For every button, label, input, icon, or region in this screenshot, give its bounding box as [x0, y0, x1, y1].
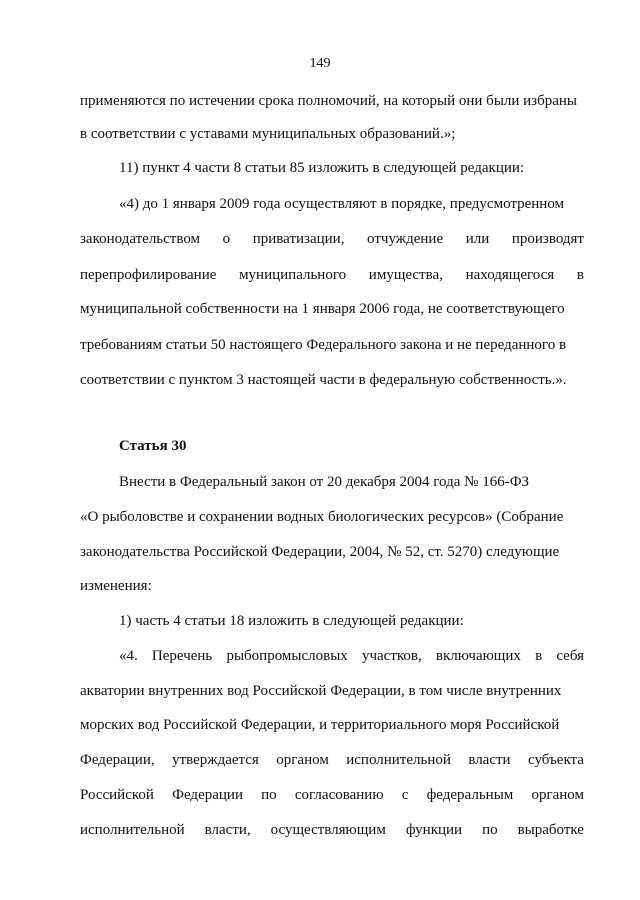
text-line: исполнительной власти, осуществляющим функции по выработке — [80, 822, 584, 838]
text-line: Внести в Федеральный закон от 20 декабря 2004 года № 166-ФЗ — [119, 474, 530, 490]
text-line: «О рыболовстве и сохранении водных биологических ресурсов» (Собрание — [80, 509, 564, 525]
text-line: законодательством о приватизации, отчуждение или производят — [80, 231, 584, 247]
text-line: 1) часть 4 статьи 18 изложить в следующей редакции: — [119, 613, 464, 629]
text-line: «4. Перечень рыбопромысловых участков, включающих в себя — [119, 648, 584, 664]
page-number: 149 — [309, 56, 331, 71]
text-line: Федерации, утверждается органом исполнительной власти субъекта — [80, 752, 584, 768]
text-line: морских вод Российской Федерации, и территориального моря Российской — [80, 717, 560, 733]
text-line: перепрофилирование муниципального имущества, находящегося в — [80, 267, 584, 283]
text-line: Российской Федерации по согласованию с федеральным органом — [80, 787, 584, 803]
section-heading: Статья 30 — [119, 438, 187, 454]
text-line: требованиям статьи 50 настоящего Федерального закона и не переданного в — [80, 337, 567, 353]
text-line: изменения: — [80, 578, 152, 594]
text-line: «4) до 1 января 2009 года осуществляют в порядке, предусмотренном — [119, 196, 565, 212]
text-line: 11) пункт 4 части 8 статьи 85 изложить в следующей редакции: — [119, 160, 525, 176]
text-line: акватории внутренних вод Российской Федерации, в том числе внутренних — [80, 683, 562, 699]
text-line: муниципальной собственности на 1 января 2006 года, не соответствующего — [80, 301, 565, 317]
text-line: применяются по истечении срока полномочий, на который они были избраны — [80, 93, 578, 109]
text-line: соответствии с пунктом 3 настоящей части в федеральную собственность.». — [80, 372, 567, 388]
text-line: в соответствии с уставами муниципальных образований.»; — [80, 126, 456, 142]
text-line: законодательства Российской Федерации, 2004, № 52, ст. 5270) следующие — [80, 544, 560, 560]
